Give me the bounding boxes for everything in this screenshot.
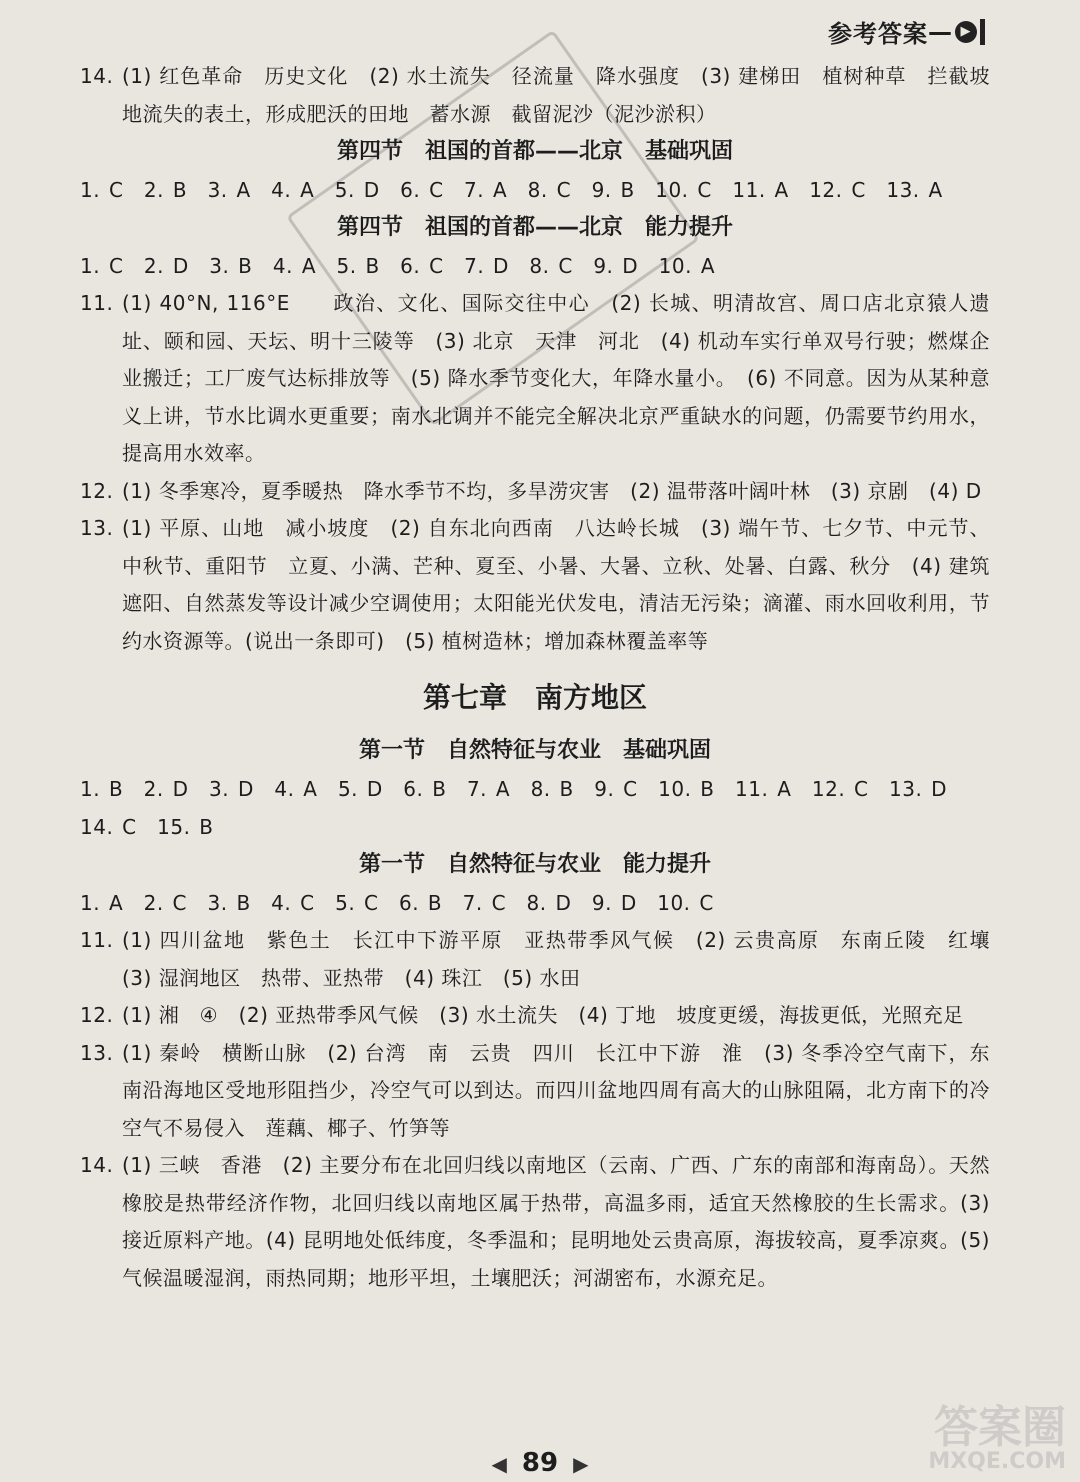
answer-list: 1. C 2. D 3. B 4. A 5. B 6. C 7. D 8. C 9. D 10. A: [80, 254, 716, 278]
section-heading: 第四节 祖国的首都——北京 基础巩固: [336, 139, 733, 164]
play-arrow-icon: ▶: [955, 21, 977, 43]
question-11: 11. (1) 四川盆地 紫色土 长江中下游平原 亚热带季风气候 (2) 云贵高原 东南丘陵 红壤 (3) 湿润地区 热带、亚热带 (4) 珠江 (5) 水田: [80, 928, 1011, 990]
chapter-title: 第七章 南方地区: [422, 681, 647, 714]
watermark-text: 答案圈: [934, 1402, 1066, 1453]
answer-list: 1. C 2. B 3. A 4. A 5. D 6. C 7. A 8. C 9. B 10. C 11. A 12. C 13. A: [80, 178, 943, 202]
question-12: 12. (1) 湘 ④ (2) 亚热带季风气候 (3) 水土流失 (4) 丁地 坡度更缓，海拔更低，光照充足: [80, 1003, 964, 1027]
section-heading: 第一节 自然特征与农业 基础巩固: [358, 738, 711, 763]
question-13: 13. (1) 平原、山地 减小坡度 (2) 自东北向西南 八达岭长城 (3) 端午节、七夕节、中元节、中秋节、重阳节 立夏、小满、芒种、夏至、小暑、大暑、立秋、处暑、白露、秋分 (4) 建筑遮阳、自然蒸发等设计减少空调使用；太阳能光伏发电，清洁无污染；滴灌、雨水回收利用，节约水资源等。(说出一条即可) (5) 植树造林；增加森林覆盖率等: [80, 516, 990, 653]
question-14: 14. (1) 红色革命 历史文化 (2) 水土流失 径流量 降水强度 (3) 建梯田 植树种草 拦截坡地流失的表土，形成肥沃的田地 蓄水源 截留泥沙（泥沙淤积）: [80, 64, 990, 126]
section-heading: 第四节 祖国的首都——北京 能力提升: [336, 215, 733, 240]
watermark-logo: [928, 1402, 1066, 1474]
arrow-right-icon: ▶: [573, 1452, 589, 1476]
header-bar: [980, 19, 985, 45]
answer-list: 1. B 2. D 3. D 4. A 5. D 6. B 7. A 8. B 9. C 10. B 11. A 12. C 13. D 14. C 15. B: [80, 777, 968, 839]
question-14: 14. (1) 三峡 香港 (2) 主要分布在北回归线以南地区（云南、广西、广东的南部和海南岛）。天然橡胶是热带经济作物，北回归线以南地区属于热带，高温多雨，适宜天然橡胶的生长需求。(3) 接近原料产地。(4) 昆明地处低纬度，冬季温和；昆明地处云贵高原，海拔较高，夏季凉爽。(5) 气候温暖湿润，雨热同期；地形平坦，土壤肥沃；河湖密布，水源充足。: [80, 1153, 990, 1290]
question-12: 12. (1) 冬季寒冷，夏季暖热 降水季节不均，多旱涝灾害 (2) 温带落叶阔叶林 (3) 京剧 (4) D: [80, 478, 982, 503]
answer-list: 1. A 2. C 3. B 4. C 5. C 6. B 7. C 8. D 9. D 10. C: [80, 891, 714, 915]
question-11: 11. (1) 40°N, 116°E 政治、文化、国际交往中心 (2) 长城、明清故宫、周口店北京猿人遗址、颐和园、天坛、明十三陵等 (3) 北京 天津 河北 (4) 机动车实行单双号行驶；燃煤企业搬迁；工厂废气达标排放等 (5) 降水季节变化大，年降水量小。 (6) 不同意。因为从某种意义上讲，节水比调水更重要；南水北调并不能完全解决北京严重缺水的问题，仍需要节约用水，提高用水效率。: [80, 291, 990, 465]
watermark-url: MXQE.COM: [928, 1449, 1066, 1474]
header-title: 参考答案: [828, 20, 928, 48]
page-number: 89: [521, 1448, 559, 1478]
arrow-left-icon: ◀: [491, 1452, 507, 1476]
content: [80, 58, 1011, 1297]
page-footer: [0, 1448, 1080, 1478]
header: 参考答案 — ▶: [828, 14, 985, 49]
question-13: 13. (1) 秦岭 横断山脉 (2) 台湾 南 云贵 四川 长江中下游 淮 (3) 冬季冷空气南下，东南沿海地区受地形阻挡少，冷空气可以到达。而四川盆地四周有高大的山脉阻隔，北方南下的冷空气不易侵入 莲藕、椰子、竹笋等: [80, 1040, 990, 1140]
section-heading: 第一节 自然特征与农业 能力提升: [358, 852, 711, 877]
